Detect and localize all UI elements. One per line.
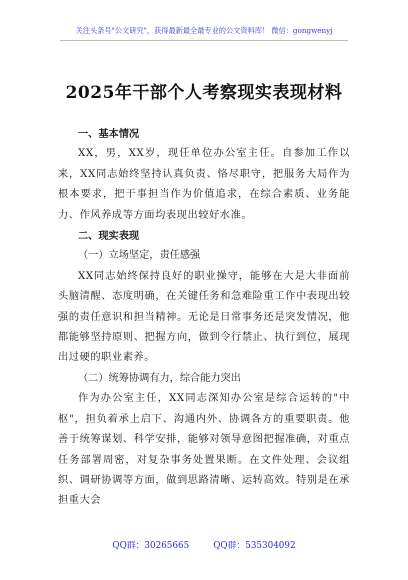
footer-qq-group-1: QQ群：30265665	[112, 541, 190, 551]
document-title: 2025年干部个人考察现实表现材料	[65, 83, 343, 103]
footer	[0, 538, 408, 551]
document-body	[58, 124, 350, 512]
footer-qq-group-2: QQ群：535304092	[213, 541, 296, 551]
header-divider	[60, 40, 348, 41]
subsection-heading-2: （二）统筹协调有力，综合能力突出	[78, 372, 241, 384]
header-note: 关注头条号"公文研究"，获得最新最全最专业的公文资料库！ 微信：gongwenyj	[75, 26, 333, 35]
subsection-heading-1: （一）立场坚定，责任感强	[78, 250, 201, 262]
section-heading-performance: 二、现实表现	[78, 230, 140, 243]
subsection-1-paragraph: XX同志始终保持良好的职业操守，能够在大是大非面前头脑清醒、态度明确，在关键任务和急难险重工作中表现出较强的责任意识和担当精神。无论是日常事务还是突发情况，他都能够坚持原则、把握方向，做到令行禁止、执行到位，展现出过硬的职业素养。	[58, 270, 350, 364]
basic-info-paragraph: XX，男，XX岁，现任单位办公室主任。自参加工作以来，XX同志始终坚持认真负责、恪尽职守，把服务大局作为根本要求，把干事担当作为价值追求，在综合素质、业务能力、作风养成等方面均表现出较好水准。	[58, 148, 350, 221]
subsection-2-paragraph: 作为办公室主任，XX同志深知办公室是综合运转的"中枢"，担负着承上启下、沟通内外、协调各方的重要职责。他善于统筹谋划、科学安排，能够对领导意图把握准确，对重点任务部署周密，对复杂事务处置果断。在文件处理、会议组织、调研协调等方面，做到思路清晰、运转高效。特别是在承担重大会	[58, 393, 350, 507]
section-heading-basic-info: 一、基本情况	[78, 128, 140, 140]
